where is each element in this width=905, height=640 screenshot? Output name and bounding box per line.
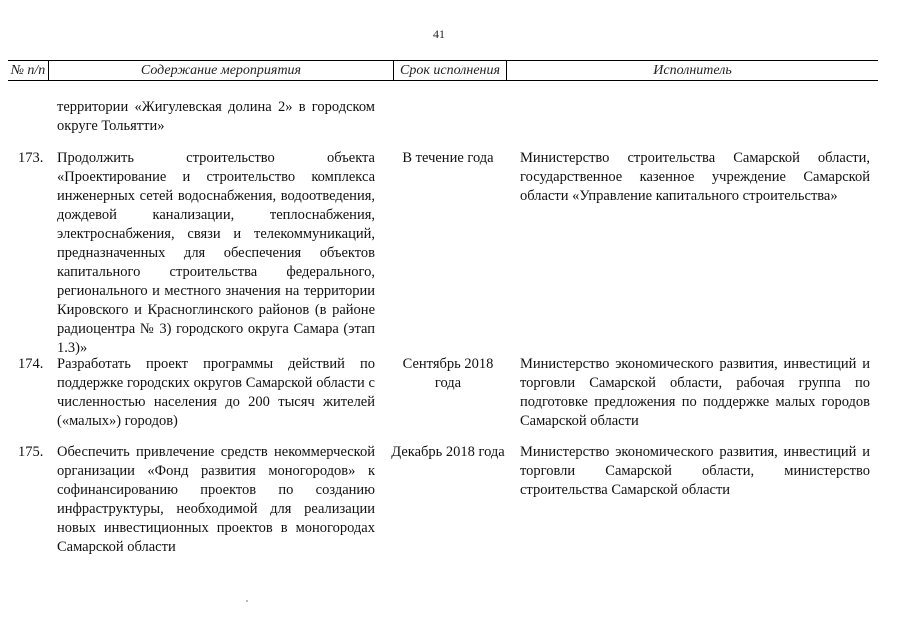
row-number: 173. (18, 150, 44, 166)
row-content: Обеспечить привлечение средств некоммерческой организации «Фонд развития моногородов» к софинансированию проектов по созданию инфраструктуры, необходимой для реализации новых инвестиционных проектов в моногородах Самарской области (57, 444, 375, 555)
row-content: Разработать проект программы действий по поддержке городских округов Самарской области с численностью населения до 200 тысяч жителей («малых») городов) (57, 356, 375, 429)
row-term: Сентябрь 2018 года (402, 356, 494, 391)
header-term: Срок исполнения (394, 61, 507, 81)
page-number: 41 (433, 27, 445, 41)
continuation-text: территории «Жигулевская долина 2» в городском округе Тольятти» (57, 99, 375, 134)
row-executor: Министерство экономического развития, инвестиций и торговли Самарской области, рабочая группа по подготовке предложения по поддержке малых городов Самарской области (520, 356, 870, 429)
row-number: 175. (18, 444, 44, 460)
row-content: Продолжить строительство объекта «Проектирование и строительство комплекса инженерных сетей водоснабжения, водоотведения, дождевой канализации, теплоснабжения, электроснабжения, связи и телекоммуникаций, предназначенных для обеспечения объектов капитального строительства федерального, регионального и местного значения на территории Кировского и Красноглинского районов (в районе радиоцентра № 3) городского округа Самара (этап 1.3)» (57, 150, 375, 356)
header-content: Содержание мероприятия (49, 61, 394, 81)
header-num: № п/п (8, 61, 49, 81)
row-number: 174. (18, 356, 44, 372)
row-term: Декабрь 2018 года (391, 444, 505, 460)
row-executor: Министерство экономического развития, инвестиций и торговли Самарской области, министерство строительства Самарской области (520, 444, 870, 498)
scan-speck (246, 600, 248, 602)
table-header (8, 60, 878, 81)
row-term: В течение года (402, 150, 494, 166)
header-executor: Исполнитель (507, 61, 879, 81)
row-executor: Министерство строительства Самарской области, государственное казенное учреждение Самарской области «Управление капитального строительства» (520, 150, 870, 204)
